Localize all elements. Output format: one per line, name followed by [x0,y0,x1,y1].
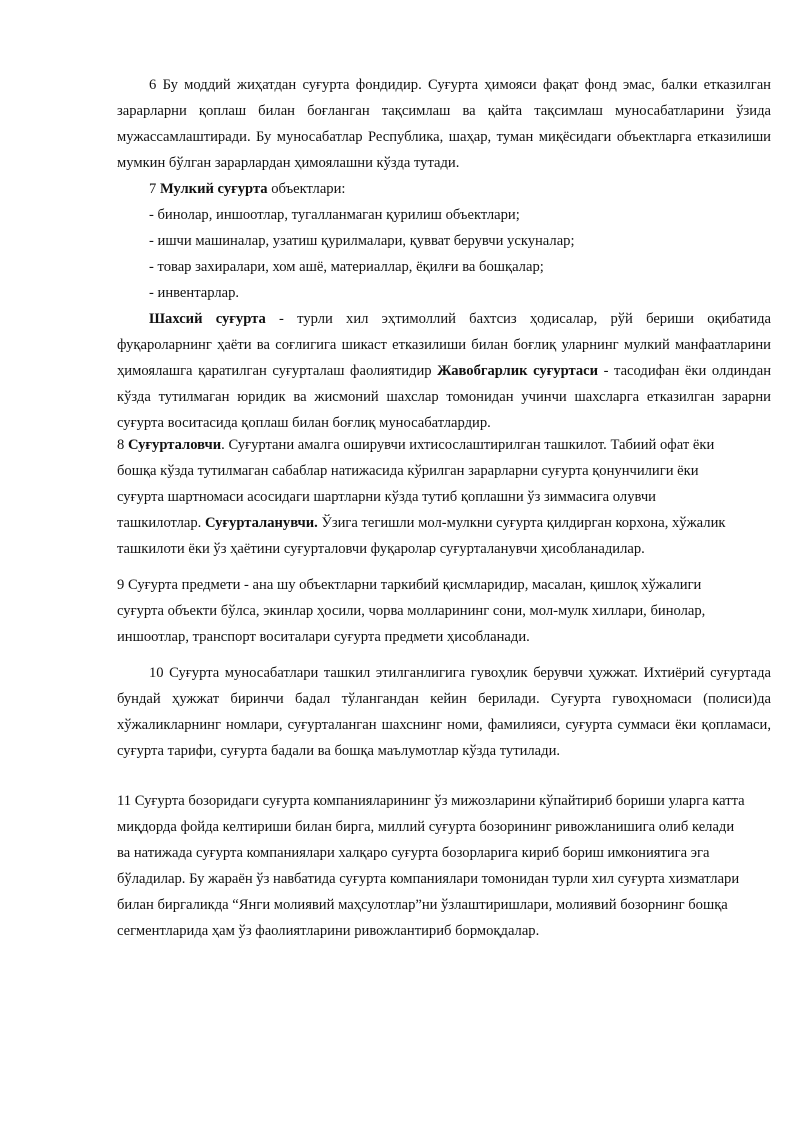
paragraph-6 [117,72,771,176]
insured-definition: Ўзига тегишли мол-мулкни суғурта қилдирган корхона, хўжалик ташкилоти ёки ўз ҳаётини суғурталовчи фуқаролар суғурталанувчи ҳисобланадилар. [117,515,726,557]
paragraph-10 [117,660,771,764]
term-liability-insurance: Жавобгарлик суғуртаси [437,363,599,379]
paragraph-personal-insurance-text [117,306,771,436]
list-item: - инвентарлар. [149,285,240,301]
paragraph-9-text: 9 Суғурта предмети - ана шу объектларни таркибий қисмларидир, масалан, қишлоқ хўжалиги суғурта объекти бўлса, экинлар ҳосили, чорва молларининг сони, мол-мулк хиллари, бинолар, иншоотлар, транспорт воситалари суғурта предмети ҳисобланади. [117,577,706,645]
paragraph-personal-insurance [117,306,771,436]
list-item: - бинолар, иншоотлар, тугалланмаган қурилиш объектлари; [149,207,520,223]
term-personal-insurance: Шахсий суғурта [149,311,266,327]
paragraph-7-rest: объектлари: [267,181,346,197]
insurer-definition: . Суғуртани амалга оширувчи ихтисослаштирилган ташкилот. Табиий офат ёки бошқа кўзда тутилмаган сабаблар натижасида кўрилган зарарларни суғурта қонунчилиги ёки суғурта шартномаси асосидаги шартларни кўзда тутиб қоплашни ўз зиммасига олувчи ташкилотлар. [117,437,715,531]
list-item: - ишчи машиналар, узатиш қурилмалари, қувват берувчи ускуналар; [149,233,575,249]
liability-insurance-definition: - тасодифан ёки олдиндан кўзда тутилмаган юридик ва жисмоний шахслар томонидан учинчи шахсларга етказилган зарарни суғурта воситасида қоплаш билан боғлиқ муносабатлардир. [117,363,772,431]
paragraph-10-text: 10 Суғурта муносабатлари ташкил этилганлигига гувоҳлик берувчи ҳужжат. Ихтиёрий суғуртада бундай ҳужжат биринчи бадал тўлангандан кейин берилади. Суғурта гувоҳномаси (полиси)да хўжаликларнинг номлари, суғурталанган шахснинг номи, фамилияси, суғурта суммаси ёки қопламаси, суғурта тарифи, суғурта бадали ва бошқа маълумотлар кўзда тутилади. [117,665,771,759]
paragraph-11-text: 11 Суғурта бозоридаги суғурта компанияларининг ўз мижозларини кўпайтириб бориши уларга катта миқдорда фойда келтириши билан бирга, миллий суғурта бозорининг ривожланишига олиб келади ва натижада суғурта компаниялари халқаро суғурта бозорларига кириб бориш имкониятига эга бўладилар. Бу жараён ўз навбатида суғурта компаниялари томонидан турли хил суғурта хизматлари билан биргаликда “Янги молиявий маҳсулотлар”ни ўзлаштиришлари, молиявий бозорнинг бошқа сегментларида ҳам ўз фаолиятларини ривожлантириб бормоқдалар. [117,793,745,939]
paragraph-9 [117,572,737,650]
paragraph-8 [117,432,727,562]
paragraph-7-number: 7 [149,181,160,197]
term-insurer: Суғурталовчи [127,437,222,453]
paragraph-6-text: 6 Бу моддий жиҳатдан суғурта фондидир. Суғурта ҳимояси фақат фонд эмас, балки етказилган зарарларни қоплаш билан боғланган тақсимлаш ва қайта тақсимлаш муносабатларини ўзида мужассамлаштиради. Бу муносабатлар Республика, шаҳар, туман миқёсидаги объектларга етказилиши мумкин бўлган зарарлардан ҳимоялашни кўзда тутади. [117,77,771,171]
personal-insurance-definition: - турли хил эҳтимоллий бахтсиз ҳодисалар, рўй бериши оқибатида фуқароларнинг ҳаёти ва соғлигига шикаст етказилиши билан боғлиқ уларнинг мулкий манфаатларини ҳимоялашга қаратилган суғурталаш фаолиятидир [117,311,772,379]
paragraph-7-heading [117,176,771,202]
term-insured: Суғурталанувчи. [204,515,318,531]
paragraph-8-text [117,432,727,562]
paragraph-8-number: 8 [117,437,128,453]
term-property-insurance: Мулкий суғурта [159,181,268,197]
paragraph-11 [117,788,747,944]
list-item: - товар захиралари, хом ашё, материаллар, ёқилғи ва бошқалар; [149,259,544,275]
paragraph-7 [117,176,771,306]
